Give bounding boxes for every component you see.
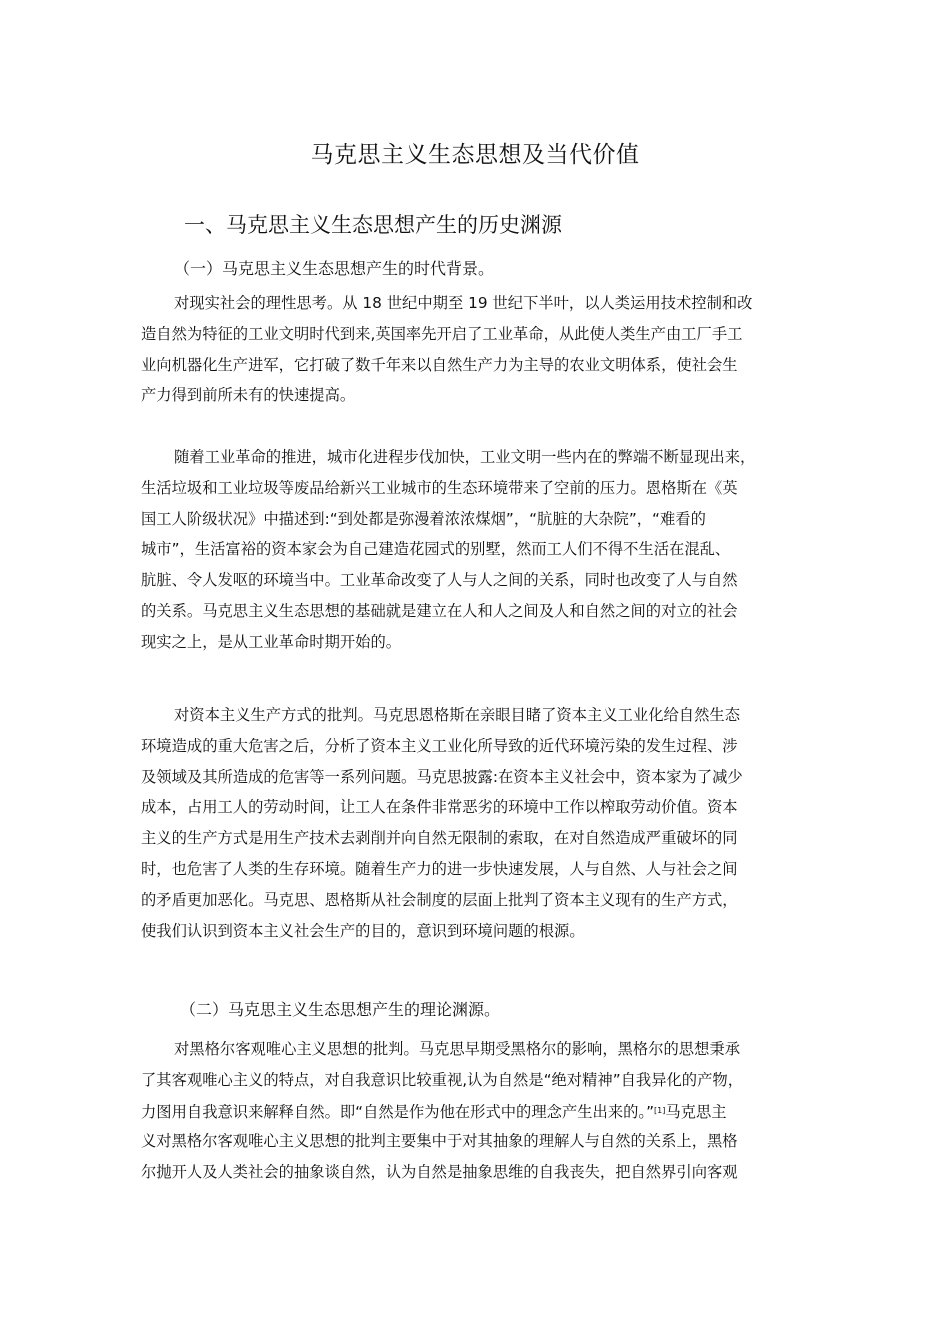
paragraph-line: 国工人阶级状况》中描述到:“到处都是弥漫着浓浓煤烟”，“肮脏的大杂院”，“难看的 <box>141 509 706 528</box>
paragraph-line: 现实之上，是从工业革命时期开始的。 <box>141 632 402 651</box>
subsection-heading-2: （二）马克思主义生态思想产生的理论渊源。 <box>180 1000 501 1019</box>
paragraph-line: 成本，占用工人的劳动时间，让工人在条件非常恶劣的环境中工作以榨取劳动价值。资本 <box>141 798 738 817</box>
paragraph-line: 义对黑格尔客观唯心主义思想的批判主要集中于对其抽象的理解人与自然的关系上，黑格 <box>141 1132 738 1151</box>
paragraph-line-text: 力图用自我意识来解释自然。即“自然是作为他在形式中的理念产生出来的。” <box>141 1102 654 1121</box>
paragraph-line: 对黑格尔客观唯心主义思想的批判。马克思早期受黑格尔的影响，黑格尔的思想秉承 <box>174 1040 740 1058</box>
paragraph-line: 的矛盾更加恶化。马克思、恩格斯从社会制度的层面上批判了资本主义现有的生产方式， <box>141 890 738 909</box>
citation-marker[interactable]: [1] <box>654 1105 666 1115</box>
paragraph-line: 主义的生产方式是用生产技术去剥削并向自然无限制的索取，在对自然造成严重破坏的同 <box>141 829 738 848</box>
paragraph-line: 环境造成的重大危害之后，分析了资本主义工业化所导致的近代环境污染的发生过程、涉 <box>141 736 738 755</box>
paragraph-line: 造自然为特征的工业文明时代到来,英国率先开启了工业革命，从此使人类生产由工厂手工 <box>141 324 743 343</box>
paragraph-line: 尔抛开人及人类社会的抽象谈自然，认为自然是抽象思维的自我丧失，把自然界引向客观 <box>141 1163 738 1182</box>
paragraph-line: 的关系。马克思主义生态思想的基础就是建立在人和人之间及人和自然之间的对立的社会 <box>141 601 738 620</box>
paragraph-line: 对资本主义生产方式的批判。马克思恩格斯在亲眼目睹了资本主义工业化给自然生态 <box>174 706 740 724</box>
subsection-heading-1: （一）马克思主义生态思想产生的时代背景。 <box>174 259 495 278</box>
paragraph-2 <box>141 442 821 658</box>
paragraph-1 <box>141 288 821 411</box>
paragraph-line: 城市”，生活富裕的资本家会为自己建造花园式的别墅，然而工人们不得不生活在混乱、 <box>141 540 731 559</box>
paragraph-line: 产力得到前所未有的快速提高。 <box>141 386 356 405</box>
paragraph-3 <box>141 700 821 946</box>
section-heading-1: 一、马克思主义生态思想产生的历史渊源 <box>184 213 562 237</box>
paragraph-line: 时，也危害了人类的生存环境。随着生产力的进一步快速发展，人与自然、人与社会之间 <box>141 859 738 878</box>
paragraph-line: 随着工业革命的推进，城市化进程步伐加快，工业文明一些内在的弊端不断显现出来， <box>174 448 756 466</box>
paragraph-4 <box>141 1034 821 1188</box>
paragraph-line: 及领域及其所造成的危害等一系列问题。马克思披露:在资本主义社会中，资本家为了减少 <box>141 767 743 786</box>
paragraph-line: 肮脏、令人发呕的环境当中。工业革命改变了人与人之间的关系，同时也改变了人与自然 <box>141 571 738 590</box>
paragraph-line-tail: 马克思主 <box>665 1102 727 1121</box>
paragraph-line: 业向机器化生产进军，它打破了数千年来以自然生产力为主导的农业文明体系，使社会生 <box>141 355 738 374</box>
paragraph-line: 使我们认识到资本主义社会生产的目的，意识到环境问题的根源。 <box>141 921 585 940</box>
document-title: 马克思主义生态思想及当代价值 <box>310 142 640 168</box>
paragraph-line-with-citation <box>141 1096 821 1127</box>
paragraph-line: 生活垃圾和工业垃圾等废品给新兴工业城市的生态环境带来了空前的压力。恩格斯在《英 <box>141 478 738 497</box>
paragraph-line: 了其客观唯心主义的特点，对自我意识比较重视,认为自然是“绝对精神”自我异化的产物， <box>141 1070 743 1089</box>
paragraph-line: 对现实社会的理性思考。从 18 世纪中期至 19 世纪下半叶，以人类运用技术控制和改 <box>174 294 753 312</box>
